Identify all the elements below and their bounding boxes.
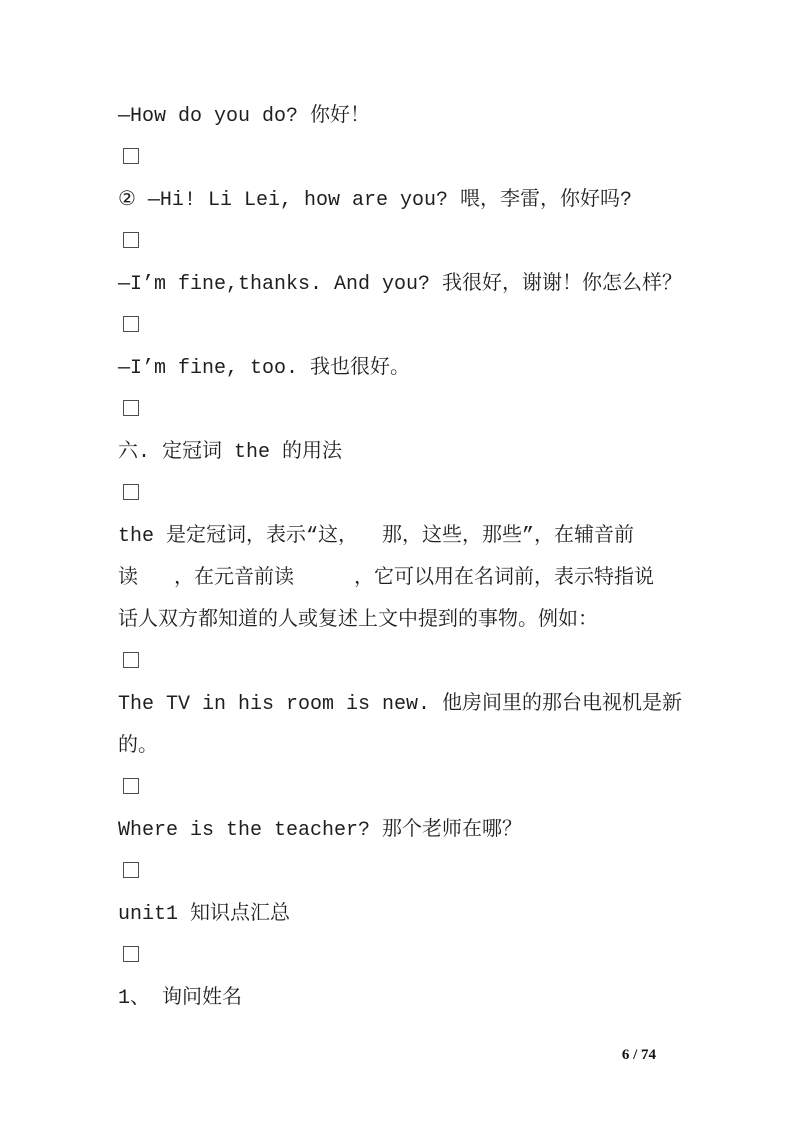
text-line: 六. 定冠词 the 的用法 [118,441,343,464]
text-line: The TV in his room is new. 他房间里的那台电视机是新 [118,693,683,716]
text-line: 读 ，在元音前读 ，它可以用在名词前，表示特指说 [118,567,655,590]
empty-box-glyph [123,232,139,248]
placeholder-box-line [118,222,718,264]
empty-box-glyph [123,778,139,794]
placeholder-box-line [118,642,718,684]
empty-box-glyph [123,400,139,416]
empty-box-glyph [123,316,139,332]
text-line: 1、 询问姓名 [118,987,243,1010]
text-line: ② —Hi! Li Lei, how are you? 喂，李雷，你好吗? [118,189,632,212]
placeholder-box-line [118,936,718,978]
document-content [118,96,718,1020]
page-number: 6 / 74 [621,1047,656,1063]
text-line: the 是定冠词，表示“这， 那，这些，那些”，在辅音前 [118,525,635,548]
placeholder-box-line [118,390,718,432]
placeholder-box-line [118,474,718,516]
placeholder-box-line [118,852,718,894]
empty-box-glyph [123,484,139,500]
text-line: 的。 [118,735,158,758]
empty-box-glyph [123,862,139,878]
empty-box-glyph [123,946,139,962]
empty-box-glyph [123,148,139,164]
text-line: —I’m fine,thanks. And you? 我很好，谢谢！你怎么样？ [118,273,683,296]
text-line: unit1 知识点汇总 [118,903,291,926]
placeholder-box-line [118,138,718,180]
text-line: —I’m fine, too. 我也很好。 [118,357,411,380]
empty-box-glyph [123,652,139,668]
text-line: —How do you do? 你好！ [118,105,371,128]
placeholder-box-line [118,306,718,348]
text-line: Where is the teacher? 那个老师在哪？ [118,819,523,842]
placeholder-box-line [118,768,718,810]
text-line: 话人双方都知道的人或复述上文中提到的事物。例如： [118,609,598,632]
